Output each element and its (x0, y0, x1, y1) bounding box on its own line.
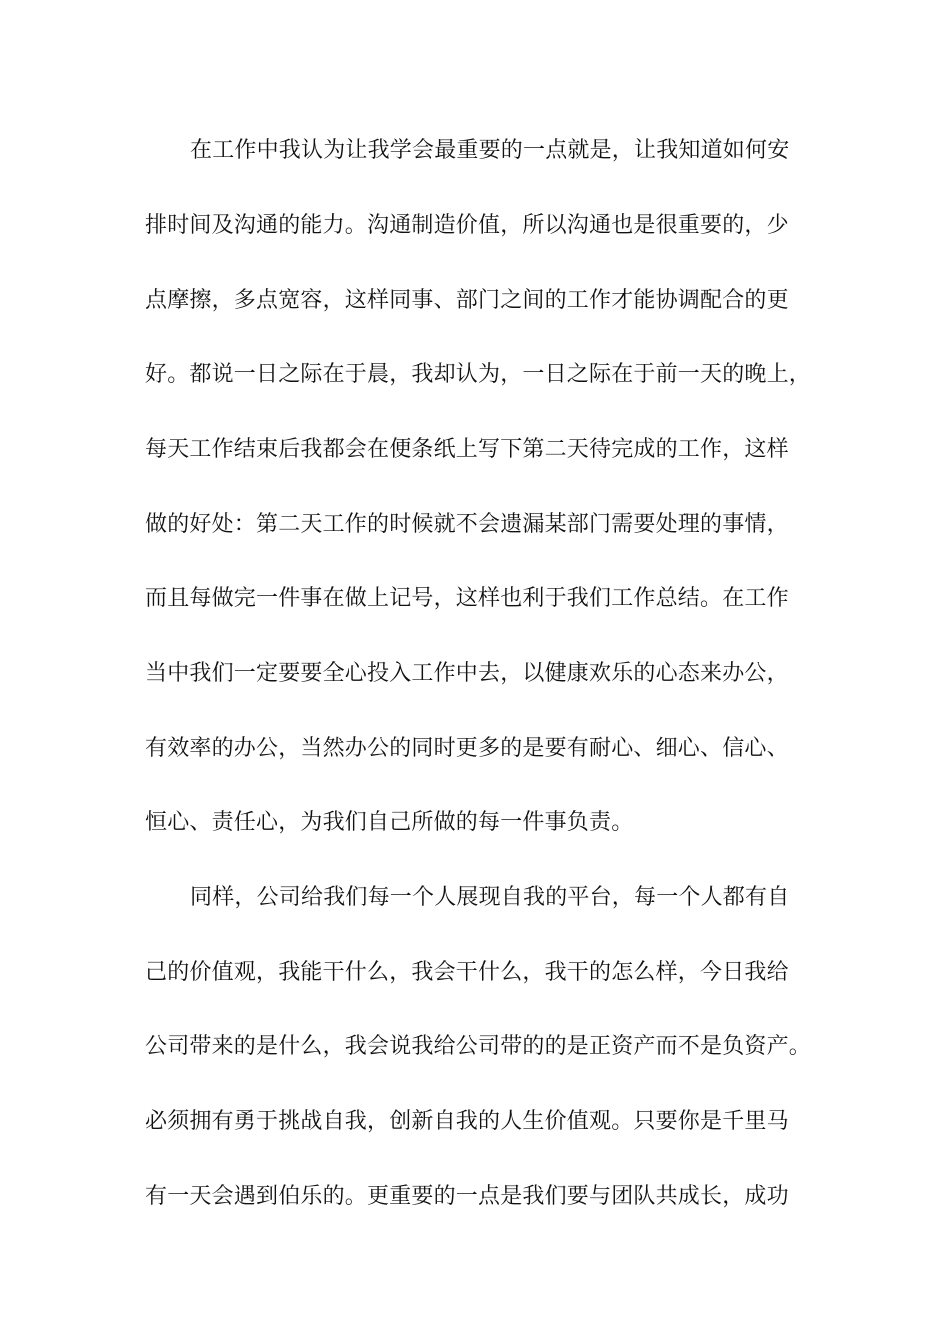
paragraph-1-line-4: 好。都说一日之际在于晨，我却认为，一日之际在于前一天的晚上， (145, 362, 812, 387)
paragraph-1-line-6: 做的好处：第二天工作的时候就不会遗漏某部门需要处理的事情， (145, 512, 789, 537)
paragraph-2-line-3: 公司带来的是什么，我会说我给公司带的的是正资产而不是负资产。 (145, 1034, 812, 1059)
paragraph-2-line-5: 有一天会遇到伯乐的。更重要的一点是我们要与团队共成长，成功 (145, 1184, 789, 1209)
paragraph-2-line-4: 必须拥有勇于挑战自我，创新自我的人生价值观。只要你是千里马 (145, 1109, 789, 1134)
paragraph-1-line-7: 而且每做完一件事在做上记号，这样也利于我们工作总结。在工作 (145, 586, 789, 611)
paragraph-1-line-2: 排时间及沟通的能力。沟通制造价值，所以沟通也是很重要的，少 (145, 213, 789, 238)
paragraph-1-line-1: 在工作中我认为让我学会最重要的一点就是，让我知道如何安 (190, 138, 790, 163)
paragraph-1-line-8: 当中我们一定要要全心投入工作中去，以健康欢乐的心态来办公， (145, 661, 789, 686)
paragraph-2-line-1: 同样，公司给我们每一个人展现自我的平台，每一个人都有自 (190, 885, 790, 910)
paragraph-1-line-10: 恒心、责任心，为我们自己所做的每一件事负责。 (145, 810, 634, 835)
paragraph-1-line-3: 点摩擦，多点宽容，这样同事、部门之间的工作才能协调配合的更 (145, 288, 789, 313)
paragraph-1-line-5: 每天工作结束后我都会在便条纸上写下第二天待完成的工作，这样 (145, 437, 789, 462)
paragraph-1-line-9: 有效率的办公，当然办公的同时更多的是要有耐心、细心、信心、 (145, 736, 789, 761)
paragraph-2-line-2: 己的价值观，我能干什么，我会干什么，我干的怎么样，今日我给 (145, 960, 789, 985)
